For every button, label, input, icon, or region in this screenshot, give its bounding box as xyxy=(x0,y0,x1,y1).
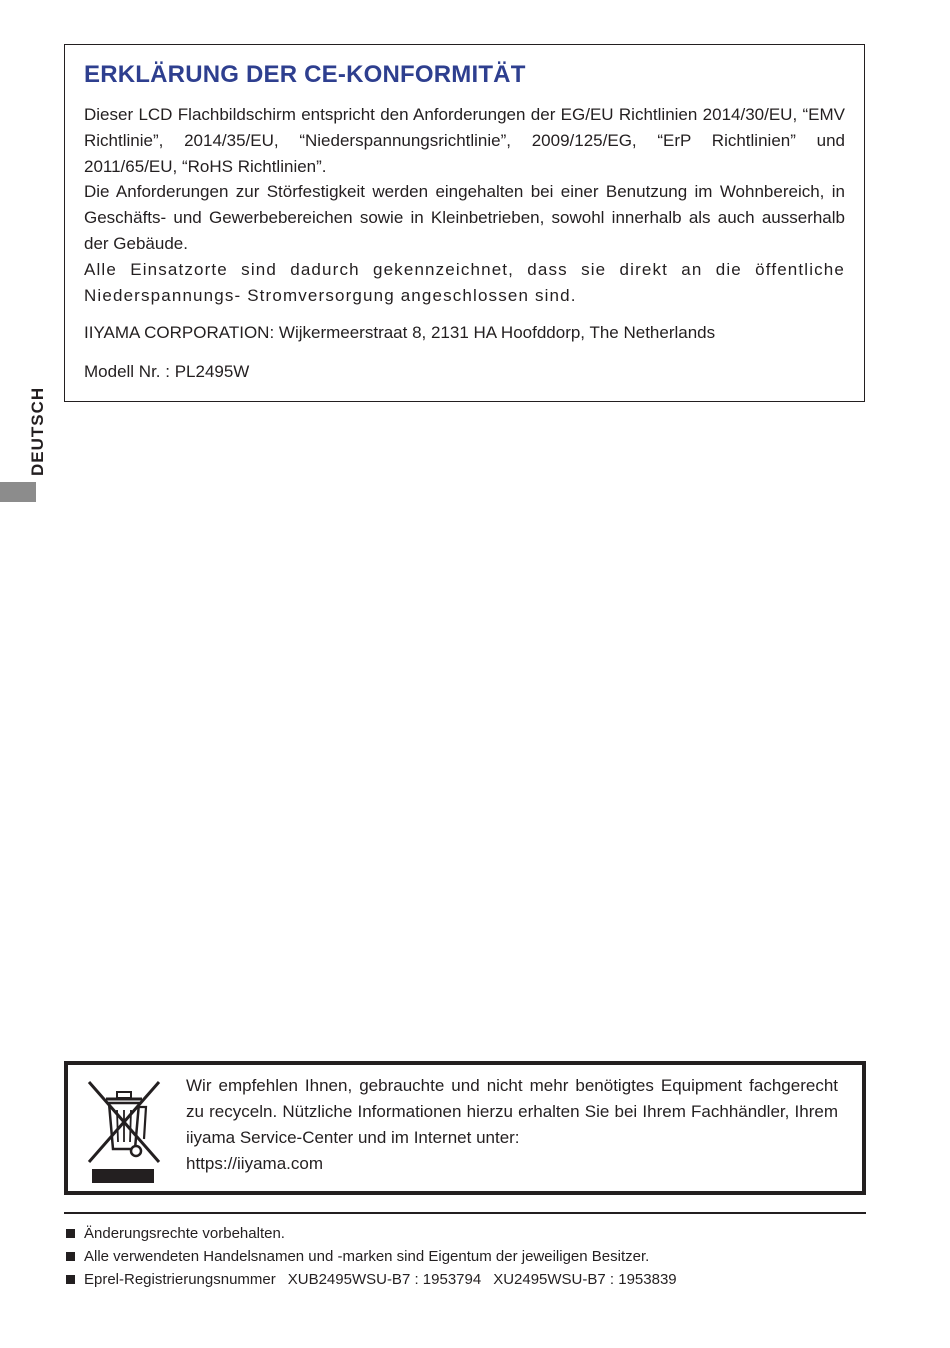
ce-model-number: Modell Nr. : PL2495W xyxy=(84,362,250,382)
square-bullet-icon xyxy=(66,1252,75,1261)
ce-paragraph-directives: Dieser LCD Flachbildschirm entspricht den Anforderungen der EG/EU Richtlinien 2014/30/EU, “EMV Richtlinie”, 2014/35/EU, “Niederspannungsrichtlinie”, 2009/125/EG, “ErP Richtlinien” und 2011/65/EU, “RoHS Richtlinien”. xyxy=(84,105,845,176)
footer-note-changes xyxy=(64,1222,866,1245)
ce-paragraph-immunity: Die Anforderungen zur Störfestigkeit werden eingehalten bei einer Benutzung im Wohnbereich, in Geschäfts- und Gewerbebereichen sowie in Kleinbetrieben, sowohl innerhalb als auch ausserhalb der Gebäude. xyxy=(84,182,845,253)
language-tab-label-wrap xyxy=(0,372,47,482)
ce-company-address: IIYAMA CORPORATION: Wijkermeerstraat 8, 2131 HA Hoofddorp, The Netherlands xyxy=(84,323,716,343)
recycling-text: Wir empfehlen Ihnen, gebrauchte und nicht mehr benötigtes Equipment fachgerecht zu recyceln. Nützliche Informationen hierzu erhalten Sie bei Ihrem Fachhändler, Ihrem iiyama Service-Center und im Internet unter: xyxy=(186,1076,838,1147)
recycling-notice-box xyxy=(64,1061,866,1195)
square-bullet-icon xyxy=(66,1275,75,1284)
footer-notes-list xyxy=(64,1222,866,1291)
recycling-url-link[interactable]: https://iiyama.com xyxy=(186,1154,323,1173)
ce-paragraph-locations: Alle Einsatzorte sind dadurch gekennzeichnet, dass sie direkt an die öffentliche Niederspannungs- Stromversorgung angeschlossen sind. xyxy=(84,259,845,305)
footer-divider xyxy=(64,1212,866,1214)
eprel-entry-xu2495wsu: XU2495WSU-B7 : 1953839 xyxy=(493,1271,677,1288)
language-tab-marker xyxy=(0,482,36,502)
ce-declaration-box xyxy=(64,44,865,402)
eprel-entry-xub2495wsu: XUB2495WSU-B7 : 1953794 xyxy=(287,1271,482,1288)
footer-note-trademarks xyxy=(64,1245,866,1268)
eprel-label: Eprel-Registrierungsnummer xyxy=(84,1271,276,1288)
square-bullet-icon xyxy=(66,1229,75,1238)
language-tab-label: DEUTSCH xyxy=(28,386,47,476)
language-side-tab xyxy=(0,372,47,502)
footer-note-text: Änderungsrechte vorbehalten. xyxy=(84,1225,285,1242)
footer-note-text: Alle verwendeten Handelsnamen und -marken sind Eigentum der jeweiligen Besitzer. xyxy=(84,1248,650,1265)
crossed-out-wheelie-bin-icon xyxy=(84,1077,164,1187)
ce-declaration-title: ERKLÄRUNG DER CE-KONFORMITÄT xyxy=(84,61,526,88)
footer-note-eprel xyxy=(64,1268,866,1291)
